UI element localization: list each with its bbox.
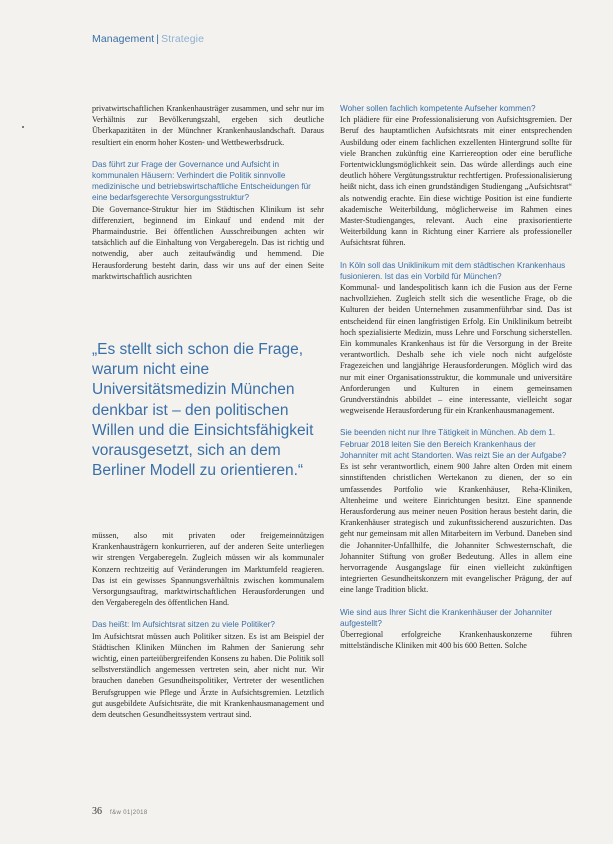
body-paragraph: Es ist sehr verantwortlich, einem 900 Jahre alten Orden mit einem sinnstiftenden christlichen Wertekanon zu dienen, der so ein umfassendes Portfolio wie Krankenhäuser, Reha-Kliniken, Altenheime und weitere Einrichtungen besitzt. Eine spannende Herausforderung aus meiner neuen Position heraus besteht darin, die Krankenhäuser strategisch und zukunftssicherend auszurichten. Das geht nur gemeinsam mit allen Mitarbeitern im Verbund. Daneben sind die Johanniter-Unfallhilfe, die Johanniter Schwesternschaft, die Johanniter Stiftung von großer Bedeutung. Alles in allem eine hervorragende Ausgangslage für einen vielleicht zukünftigen integrierten Gesundheitskonzern mit evangelischer Prägung, der auf eine lange Tradition blickt.	[340, 462, 572, 595]
section-header	[92, 33, 204, 45]
left-column-top	[92, 103, 324, 282]
body-paragraph: Kommunal- und landespolitisch kann ich die Fusion aus der Ferne nachvollziehen. Zugleich stellt sich die wesentliche Frage, ob die Kulturen der beiden Unternehmen zusammenführbar sind. Das ist entscheidend für einen langfristigen Erfolg. Ein Uniklinikum betreibt hoch spezialisierte Medizin, muss Lehre und Forschung sicherstellen. Ein kommunales Krankenhaus ist für die Versorgung in der Breite verantwortlich. Deshalb sehe ich viele noch nicht aufgelöste Fragezeichen und langjährige Herausforderungen. Möglich wird das nur mit einer Organisationsstruktur, die kommunale und universitäre Anforderungen und Kulturen in einem gemeinsamen Grundverständnis abbildet – eine interessante, vielleicht sogar wegweisende Herausforderung für ein Krankenhausmanagement.	[340, 283, 572, 416]
interview-question: Das heißt: Im Aufsichtsrat sitzen zu viele Politiker?	[92, 620, 275, 630]
left-column-bottom	[92, 530, 324, 720]
page-footer	[92, 806, 148, 817]
interview-question: In Köln soll das Uniklinikum mit dem städtischen Krankenhaus fusionieren. Ist das ein Vorbild für München?	[340, 260, 566, 281]
body-paragraph: müssen, also mit privaten oder freigemeinnützigen Krankenhausträgern konkurrieren, auf der anderen Seite unterliegen wir strengen Vergaberegeln. Zugleich müssen wir als kommunaler Konzern rechtzeitig auf Veränderungen im Marktumfeld reagieren. Das ist ein gewisses Spannungsverhältnis zwischen kommunalem Versorgungsauftrag, marktwirtschaftlichen Herausforderungen und den Vergaberegeln des öffentlichen Hand.	[92, 531, 324, 608]
page-speck	[22, 126, 24, 128]
body-paragraph: Überregional erfolgreiche Krankenhauskonzerne führen mittelständische Kliniken mit 400 bis 600 Betten. Solche	[340, 629, 572, 651]
body-paragraph: Ich plädiere für eine Professionalisierung von Aufsichtsgremien. Der Beruf des hauptamtlichen Aufsichtsrats mit einer entsprechenden Ausbildung oder einem fachlichen exzellenten Hintergrund sollte für viele Branchen zukünftig eine Karriereoption oder eine berufliche Fortentwicklungsmöglichkeit sein. Das würde allerdings auch eine deutlich höhere Vergütungsstruktur rechtfertigen. Professionalisierung heißt nicht, dass ich einen grundständigen Studiengang „Aufsichtsrat“ als notwendig erachte. Ein diese wichtige Position ist eine fundierte akademische Weiterbildung, möglicherweise im Rahmen eines Master-Studienganges, relevant. Auch eine praxisorientierte Weiterbildung kann in Richtung einer Karriere als professioneller Aufsichtsrat führen.	[340, 115, 572, 248]
interview-question: Sie beenden nicht nur Ihre Tätigkeit in München. Ab dem 1. Februar 2018 leiten Sie den Bereich Krankenhaus der Johanniter mit acht Standorten. Was reizt Sie an der Aufgabe?	[340, 428, 567, 460]
right-column	[340, 103, 572, 651]
interview-question: Woher sollen fachlich kompetente Aufseher kommen?	[340, 104, 536, 113]
publication-name: f&w 01|2018	[110, 810, 148, 816]
header-separator: |	[156, 33, 160, 45]
body-paragraph: Die Governance-Struktur hier im Städtischen Klinikum ist sehr differenziert, beginnend im Einkauf und endend mit der Pharmaindustrie. Bei öffentlichen Ausschreibungen achten wir tatsächlich auf die Einhaltung von Vergaberegeln. Das ist richtig und notwendig, aber auch zeitaufwändig und hemmend. Die Herausforderung besteht darin, dass wir uns auf der einen Seite marktwirtschaftlich ausrichten	[92, 204, 324, 281]
interview-question: Das führt zur Frage der Governance und Aufsicht in kommunalen Häusern: Verhindert die Politik sinnvolle medizinische und betriebswirtschaftliche Entscheidungen für eine bedarfsgerechte Versorgungsstruktur?	[92, 159, 311, 203]
page-number: 36	[92, 806, 102, 817]
section-title: Management	[92, 33, 155, 45]
body-paragraph: Im Aufsichtsrat müssen auch Politiker sitzen. Es ist am Beispiel der Städtischen Kliniken München im Rahmen der Sanierung sehr wichtig, einen parteiübergreifenden Konsens zu haben. Die Politik soll selbstverständlich angemessen vertreten sein, aber nicht nur. Wir brauchen daneben Gesundheitspolitiker, Vertreter der wesentlichen Berufsgruppen wie Pflege und Ärzte in Aufsichtsgremien. Letztlich gut ausgebildete Aufsichtsräte, die mit Krankenhausmanagement und dem deutschen Gesundheitssystem vertraut sind.	[92, 631, 324, 720]
subsection-title: Strategie	[161, 33, 205, 45]
body-paragraph: privatwirtschaftlichen Krankenhausträger zusammen, und sehr nur im Verhältnis zur Bevölkerungszahl, ergeben sich deutliche Überkapazitäten in der Münchner Krankenhauslandschaft. Daraus resultiert ein enorm hoher Kosten- und Wettbewerbsdruck.	[92, 104, 324, 147]
interview-question: Wie sind aus Ihrer Sicht die Krankenhäuser der Johanniter aufgestellt?	[340, 607, 553, 628]
pull-quote: „Es stellt sich schon die Frage, warum nicht eine Universitätsmedizin München denkbar ist – den politischen Willen und die Einsichtsfähigkeit vorausgesetzt, sich an dem Berliner Modell zu orientieren.“	[92, 341, 314, 480]
